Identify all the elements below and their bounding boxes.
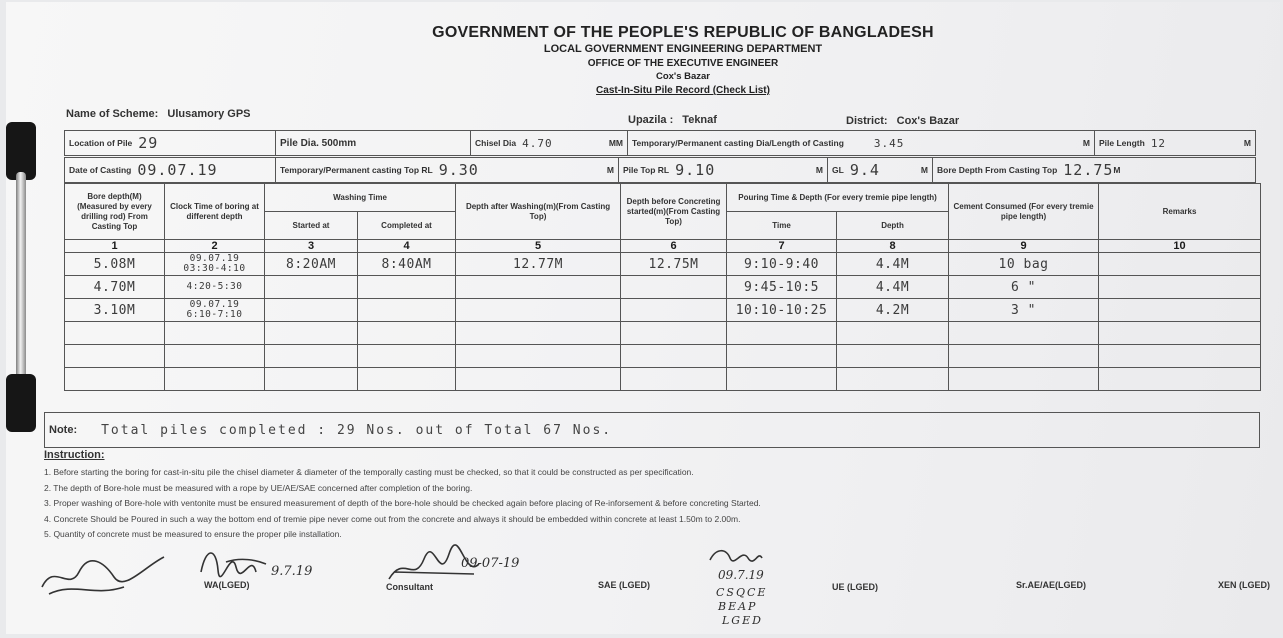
started-at-cell	[265, 276, 358, 299]
pour-depth-cell	[837, 322, 949, 345]
completed-at-cell	[358, 299, 456, 322]
pile-length-label: Pile Length	[1099, 138, 1145, 148]
scheme-field	[66, 108, 251, 120]
header-cement-consumed: Cement Consumed (For every tremie pipe length)	[949, 184, 1099, 240]
pile-length-cell	[1095, 131, 1255, 155]
pile-top-cell	[619, 158, 828, 182]
signature-label-xen: XEN (LGED)	[1218, 580, 1271, 590]
cement-cell: 10 bag	[949, 253, 1099, 276]
column-number: 6	[621, 240, 727, 253]
pile-dia-cell	[276, 131, 471, 155]
pour-depth-cell	[837, 368, 949, 391]
casting-value: 3.45	[873, 136, 905, 150]
handwritten-org-2: BEAP	[718, 600, 758, 613]
date-label: Date of Casting	[69, 165, 132, 175]
header-office: OFFICE OF THE EXECUTIVE ENGINEER	[587, 58, 779, 69]
started-at-cell	[265, 345, 358, 368]
clock-time-line: 09.07.19	[189, 253, 240, 264]
depth-before-concreting-cell: 12.75M	[621, 253, 727, 276]
note-text: Total piles completed : 29 Nos. out of Total 67 Nos.	[101, 422, 613, 438]
location-cell	[65, 131, 276, 155]
pour-depth-cell: 4.2M	[837, 299, 949, 322]
started-at-cell: 8:20AM	[265, 253, 358, 276]
table-row	[65, 299, 1261, 322]
remarks-cell	[1099, 368, 1261, 391]
info-row-2	[64, 157, 1256, 183]
column-number: 4	[358, 240, 456, 253]
depth-after-washing-cell	[456, 368, 621, 391]
header-location: Cox's Bazar	[655, 71, 710, 82]
date-cell	[65, 158, 276, 182]
header-pour-time: Time	[727, 212, 837, 240]
instruction-item: 1. Before starting the boring for cast-in-situ pile the chisel diameter & diameter of the temporally casting must be checked, so that it could be constructed as per specification.	[44, 467, 694, 477]
pile-length-unit: M	[1243, 138, 1251, 148]
bore-depth-cell	[933, 158, 1255, 182]
cement-cell	[949, 322, 1099, 345]
pile-record-table	[64, 183, 1261, 391]
column-number-row	[65, 240, 1261, 253]
clock-time-cell	[165, 253, 265, 276]
gl-value: 9.4	[849, 161, 880, 179]
cement-cell	[949, 368, 1099, 391]
casting-unit: M	[1082, 138, 1090, 148]
remarks-cell	[1099, 299, 1261, 322]
table-row	[65, 368, 1261, 391]
bore-depth-cell	[65, 368, 165, 391]
bore-depth-cell	[65, 322, 165, 345]
header-remarks: Remarks	[1099, 184, 1261, 240]
chisel-label: Chisel Dia	[475, 138, 517, 148]
depth-after-washing-cell: 12.77M	[456, 253, 621, 276]
signature-scribble-wa	[196, 542, 276, 582]
clock-time-cell	[165, 368, 265, 391]
column-number: 1	[65, 240, 165, 253]
bore-depth-cell: 4.70M	[65, 276, 165, 299]
pour-time-cell: 10:10-10:25	[727, 299, 837, 322]
column-number: 5	[456, 240, 621, 253]
instruction-list	[44, 465, 1274, 543]
depth-after-washing-cell	[456, 345, 621, 368]
signature-scribble-1	[34, 542, 174, 602]
handwritten-date-wa: 9.7.19	[271, 564, 313, 579]
instruction-item: 3. Proper washing of Bore-hole with ventonite must be ensured measurement of depth of the bore-hole should be checked again before placing of Re-inforsement & before concreting Started.	[44, 498, 761, 508]
pour-time-cell	[727, 322, 837, 345]
pour-depth-cell	[837, 345, 949, 368]
pour-time-cell	[727, 368, 837, 391]
instruction-title: Instruction:	[44, 449, 105, 461]
completed-at-cell	[358, 368, 456, 391]
chisel-value: 4.70	[522, 136, 553, 150]
upazila-label: Upazila :	[628, 114, 674, 126]
upazila-field	[628, 114, 717, 126]
pile-top-unit: M	[815, 165, 823, 175]
column-number: 3	[265, 240, 358, 253]
remarks-cell	[1099, 253, 1261, 276]
clip-cap-bottom	[6, 374, 36, 432]
completed-at-cell: 8:40AM	[358, 253, 456, 276]
signature-label-sr-ae: Sr.AE/AE(LGED)	[1016, 580, 1087, 590]
note-box	[44, 412, 1260, 448]
clock-time-line: 03:30-4:10	[183, 263, 246, 274]
completed-at-cell	[358, 345, 456, 368]
clock-time-line: 6:10-7:10	[186, 309, 243, 320]
scheme-label: Name of Scheme:	[66, 108, 159, 120]
handwritten-org-3: LGED	[722, 614, 763, 627]
depth-after-washing-cell	[456, 299, 621, 322]
clock-time-cell	[165, 345, 265, 368]
district-label: District:	[846, 115, 888, 127]
pour-depth-cell: 4.4M	[837, 276, 949, 299]
bore-depth-label: Bore Depth From Casting Top	[937, 165, 1058, 175]
document-page	[6, 2, 1280, 634]
top-rl-cell	[276, 158, 619, 182]
header-depth-before-concreting: Depth before Concreting started(m)(From Casting Top)	[621, 184, 727, 240]
depth-after-washing-cell	[456, 276, 621, 299]
remarks-cell	[1099, 322, 1261, 345]
pour-time-cell	[727, 345, 837, 368]
cement-cell: 3 "	[949, 299, 1099, 322]
district-value: Cox's Bazar	[896, 115, 960, 127]
handwritten-date-consultant: 09-07-19	[461, 556, 520, 571]
pour-time-cell: 9:45-10:5	[727, 276, 837, 299]
top-rl-unit: M	[606, 165, 614, 175]
depth-before-concreting-cell	[621, 345, 727, 368]
clock-time-line: 4:20-5:30	[186, 281, 243, 292]
clock-time-cell	[165, 299, 265, 322]
bore-depth-value: 12.75	[1063, 161, 1114, 179]
column-number: 9	[949, 240, 1099, 253]
clip-rod	[16, 172, 26, 382]
date-value: 09.07.19	[137, 161, 218, 179]
pour-time-cell: 9:10-9:40	[727, 253, 837, 276]
signature-label-wa: WA(LGED)	[204, 580, 250, 590]
signature-label-ue: UE (LGED)	[832, 582, 878, 592]
table-row	[65, 345, 1261, 368]
signature-scribble-ue	[706, 546, 766, 568]
scheme-value: Ulusamory GPS	[167, 108, 251, 120]
gl-unit: M	[920, 165, 928, 175]
header-pour-depth: Depth	[837, 212, 949, 240]
depth-before-concreting-cell	[621, 322, 727, 345]
casting-label: Temporary/Permanent casting Dia/Length of Casting	[632, 138, 844, 148]
pile-top-value: 9.10	[675, 161, 716, 179]
completed-at-cell	[358, 276, 456, 299]
started-at-cell	[265, 299, 358, 322]
handwritten-org-1: CSQCE	[716, 586, 768, 599]
clipboard-clip	[6, 122, 36, 432]
pile-top-label: Pile Top RL	[623, 165, 670, 175]
instruction-item: 5. Quantity of concrete must be measured to ensure the proper pile installation.	[44, 529, 342, 539]
top-rl-value: 9.30	[438, 161, 479, 179]
depth-after-washing-cell	[456, 322, 621, 345]
header-bore-depth: Bore depth(M) (Measured by every drilling rod) From Casting Top	[65, 184, 165, 240]
header-government: GOVERNMENT OF THE PEOPLE'S REPUBLIC OF BANGLADESH	[432, 24, 934, 41]
column-number: 2	[165, 240, 265, 253]
cement-cell: 6 "	[949, 276, 1099, 299]
remarks-cell	[1099, 345, 1261, 368]
column-number: 10	[1099, 240, 1261, 253]
header-department: LOCAL GOVERNMENT ENGINEERING DEPARTMENT	[543, 43, 823, 55]
handwritten-date-ue: 09.7.19	[718, 568, 764, 582]
completed-at-cell	[358, 322, 456, 345]
bore-depth-unit: M	[1113, 165, 1121, 175]
gl-label: GL	[832, 165, 844, 175]
location-label: Location of Pile	[69, 138, 133, 148]
cement-cell	[949, 345, 1099, 368]
instruction-item: 2. The depth of Bore-hole must be measured with a rope by UE/AE/SAE concerned after completion of the boring.	[44, 482, 473, 493]
chisel-cell	[471, 131, 628, 155]
header-started-at: Started at	[265, 212, 358, 240]
pour-depth-cell: 4.4M	[837, 253, 949, 276]
column-number: 7	[727, 240, 837, 253]
header-depth-after-washing: Depth after Washing(m)(From Casting Top)	[456, 184, 621, 240]
pile-length-value: 12	[1150, 136, 1167, 150]
form-title: Cast-In-Situ Pile Record (Check List)	[596, 85, 770, 96]
header-clock-time: Clock Time of boring at different depth	[165, 184, 265, 240]
top-rl-label: Temporary/Permanent casting Top RL	[280, 165, 433, 175]
table-row	[65, 253, 1261, 276]
table-row	[65, 322, 1261, 345]
location-value: 29	[138, 134, 159, 152]
gl-cell	[828, 158, 933, 182]
signature-label-sae: SAE (LGED)	[598, 580, 651, 590]
table-row	[65, 276, 1261, 299]
started-at-cell	[265, 368, 358, 391]
clock-time-cell	[165, 276, 265, 299]
column-number: 8	[837, 240, 949, 253]
upazila-value: Teknaf	[682, 114, 717, 126]
bore-depth-cell: 5.08M	[65, 253, 165, 276]
depth-before-concreting-cell	[621, 368, 727, 391]
header-washing-time: Washing Time	[265, 184, 456, 212]
header-completed-at: Completed at	[358, 212, 456, 240]
signature-label-consultant: Consultant	[386, 582, 433, 592]
instruction-item: 4. Concrete Should be Poured in such a way the bottom end of tremie pipe never come out from the concrete and always it should be embedded within concrete at least 1.50m to 2.00m.	[44, 513, 741, 524]
bore-depth-cell	[65, 345, 165, 368]
casting-cell	[628, 131, 1095, 155]
depth-before-concreting-cell	[621, 276, 727, 299]
clock-time-cell	[165, 322, 265, 345]
chisel-unit: MM	[608, 138, 623, 148]
remarks-cell	[1099, 276, 1261, 299]
started-at-cell	[265, 322, 358, 345]
note-label: Note:	[49, 424, 78, 436]
bore-depth-cell: 3.10M	[65, 299, 165, 322]
info-row-1	[64, 130, 1256, 156]
pile-dia-label: Pile Dia. 500mm	[280, 137, 357, 149]
header-pouring-time-depth: Pouring Time & Depth (For every tremie pipe length)	[727, 184, 949, 212]
clock-time-line: 09.07.19	[189, 299, 240, 310]
depth-before-concreting-cell	[621, 299, 727, 322]
district-field	[846, 115, 959, 127]
